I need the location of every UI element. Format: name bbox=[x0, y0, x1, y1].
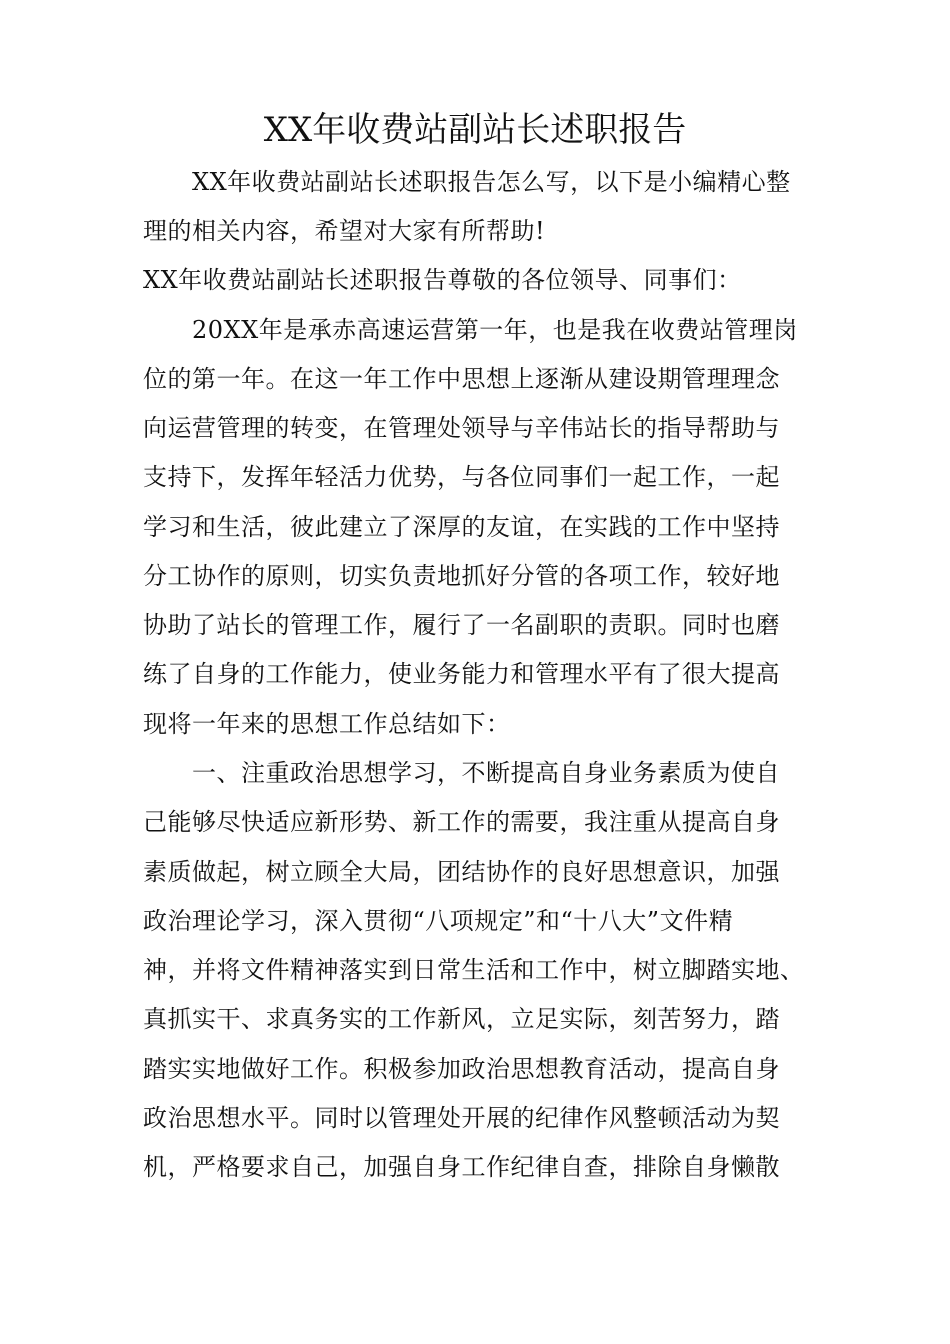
text-line: 协助了站长的管理工作，履行了一名副职的责职。同时也磨 bbox=[143, 611, 780, 639]
text-line: 政治理论学习，深入贯彻“八项规定”和“十八大”文件精 bbox=[143, 907, 734, 935]
text-line: 向运营管理的转变，在管理处领导与辛伟站长的指导帮助与 bbox=[143, 414, 780, 442]
text-line: 学习和生活，彼此建立了深厚的友谊，在实践的工作中坚持 bbox=[143, 513, 780, 541]
text-line: XX年收费站副站长述职报告尊敬的各位领导、同事们： bbox=[143, 266, 742, 294]
text-line: 分工协作的原则，切实负责地抓好分管的各项工作，较好地 bbox=[143, 562, 780, 590]
text-line: 支持下，发挥年轻活力优势，与各位同事们一起工作，一起 bbox=[143, 463, 780, 491]
text-line: 神，并将文件精神落实到日常生活和工作中，树立脚踏实地、 bbox=[143, 956, 805, 984]
text-line: 机，严格要求自己，加强自身工作纪律自查，排除自身懒散 bbox=[143, 1153, 780, 1181]
text-line: 踏实实地做好工作。积极参加政治思想教育活动，提高自身 bbox=[143, 1055, 780, 1083]
text-line: 练了自身的工作能力，使业务能力和管理水平有了很大提高 bbox=[143, 660, 780, 688]
text-line: 政治思想水平。同时以管理处开展的纪律作风整顿活动为契 bbox=[143, 1104, 780, 1132]
text-line: XX年收费站副站长述职报告怎么写，以下是小编精心整 bbox=[192, 168, 791, 196]
text-line: 现将一年来的思想工作总结如下： bbox=[143, 710, 511, 738]
text-line: 理的相关内容，希望对大家有所帮助! bbox=[143, 217, 546, 245]
text-line: 真抓实干、求真务实的工作新风，立足实际，刻苦努力，踏 bbox=[143, 1005, 780, 1033]
text-line: 己能够尽快适应新形势、新工作的需要，我注重从提高自身 bbox=[143, 808, 780, 836]
text-line: 一、注重政治思想学习，不断提高自身业务素质为使自 bbox=[192, 759, 780, 787]
text-line: 位的第一年。在这一年工作中思想上逐渐从建设期管理理念 bbox=[143, 365, 780, 393]
text-line: 素质做起，树立顾全大局，团结协作的良好思想意识，加强 bbox=[143, 858, 780, 886]
document-title: XX年收费站副站长述职报告 bbox=[263, 110, 687, 150]
text-line: 20XX年是承赤高速运营第一年，也是我在收费站管理岗 bbox=[192, 316, 798, 344]
